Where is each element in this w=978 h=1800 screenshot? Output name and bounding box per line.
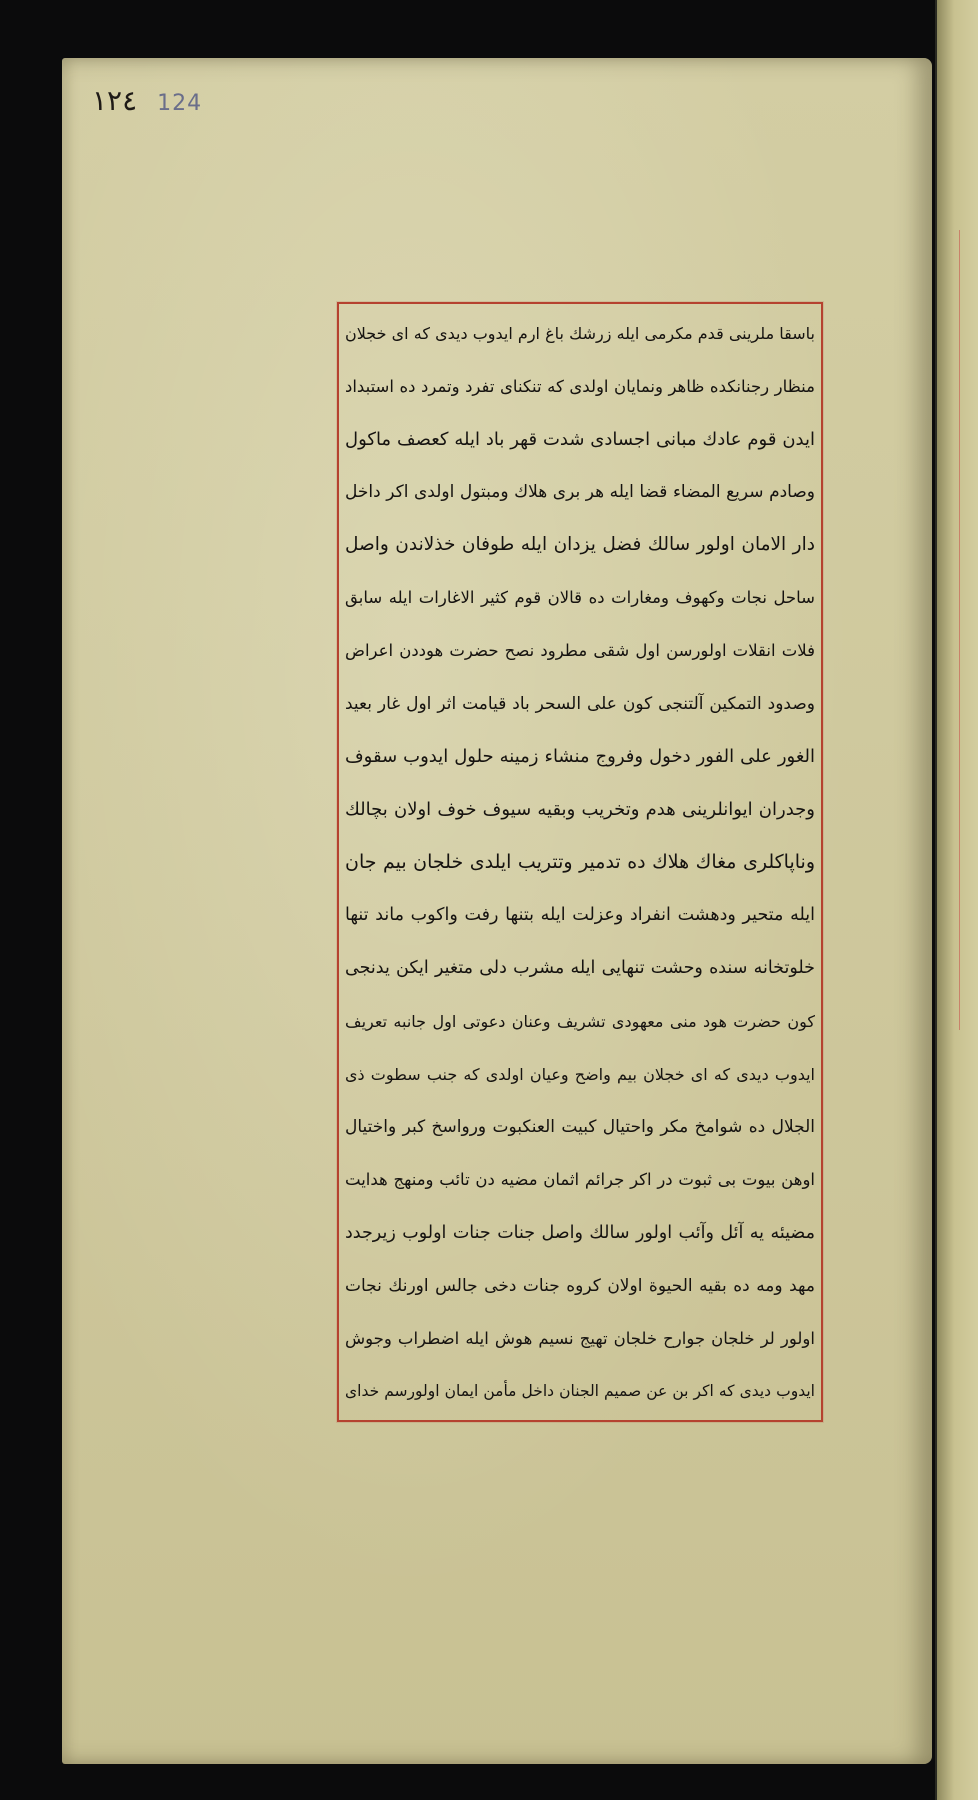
text-line-15: ایدوب دیدی که ای خجلان بیم واضح وعیان اولدی که جنب سطوت ذی xyxy=(345,1064,815,1084)
text-line-1: باسقا ملرینی قدم مکرمی ایله زرشك باغ ارم ایدوب دیدی که ای خجلان xyxy=(345,324,815,344)
text-line-6: ساحل نجات وکهوف ومغارات ده قالان قوم کثیر الاغارات ایله سابق xyxy=(345,588,815,608)
text-line-21: ایدوب دیدی که اکر بن عن صمیم الجنان داخل مأمن ایمان اولورسم خدای xyxy=(345,1382,815,1401)
text-block xyxy=(345,314,815,1412)
text-line-20: اولور لر خلجان جوارح خلجان تهیج نسیم هوش ایله اضطراب وجوش xyxy=(345,1328,815,1348)
text-line-17: اوهن بیوت بی ثبوت در اکر جرائم اثمان مضیه دن تائب ومنهج هدایت xyxy=(345,1170,815,1190)
text-line-5: دار الامان اولور سالك فضل یزدان ایله طوفان خذلاندن واصل xyxy=(345,534,815,556)
adjacent-page-edge xyxy=(935,0,978,1800)
manuscript-page xyxy=(62,58,932,1764)
text-line-4: وصادم سریع المضاء قضا ایله هر بری هلاك ومبتول اولدی اکر داخل xyxy=(345,482,815,503)
text-line-8: وصدود التمکین آلتنجی کون علی السحر باد قیامت اثر اول غار بعید xyxy=(345,693,815,714)
text-line-12: ایله متحیر ودهشت انفراد وعزلت ایله بتنها رفت واکوب ماند تنها xyxy=(345,905,815,926)
text-line-9: الغور علی الفور دخول وفروج منشاء زمینه حلول ایدوب سقوف xyxy=(345,746,815,768)
folio-number-pencil: 124 xyxy=(157,91,203,116)
text-line-2: منظار رجنانکده ظاهر ونمایان اولدی که تنکنای تفرد وتمرد ده استبداد xyxy=(345,376,815,396)
text-line-13: خلوتخانه سنده وحشت تنهایی ایله مشرب دلی متغیر ایکن یدنجی xyxy=(345,958,815,979)
folio-numbers xyxy=(92,84,202,117)
text-line-19: مهد ومه ده بقیه الحیوة اولان کروه جنات دخی جالس اورنك نجات xyxy=(345,1275,815,1296)
folio-number-ink: ١٢٤ xyxy=(92,84,138,117)
text-frame-border xyxy=(337,302,823,1422)
text-line-10: وجدران ایوانلرینی هدم وتخریب وبقیه سیوف خوف اولان بچالك xyxy=(345,799,815,821)
text-line-14: کون حضرت هود منی معهودی تشریف وعنان دعوتی اول جانبه تعریف xyxy=(345,1011,815,1031)
text-line-16: الجلال ده شوامخ مکر واحتیال کبیت العنکبوت ورواسخ کبر واختیال xyxy=(345,1117,815,1138)
text-line-3: ایدن قوم عادك مبانی اجسادی شدت قهر باد ایله کعصف ماکول xyxy=(345,428,815,450)
text-line-18: مضیئه یه آئل وآئب اولور سالك واصل جنات جنات اولوب زیرجدد xyxy=(345,1222,815,1243)
text-line-7: فلات انقلات اولورسن اول شقی مطرود نصح حضرت هوددن اعراض xyxy=(345,641,815,661)
text-line-11: وناپاکلری مغاك هلاك ده تدمیر وتتریب ایلدی خلجان بیم جان xyxy=(345,851,815,874)
